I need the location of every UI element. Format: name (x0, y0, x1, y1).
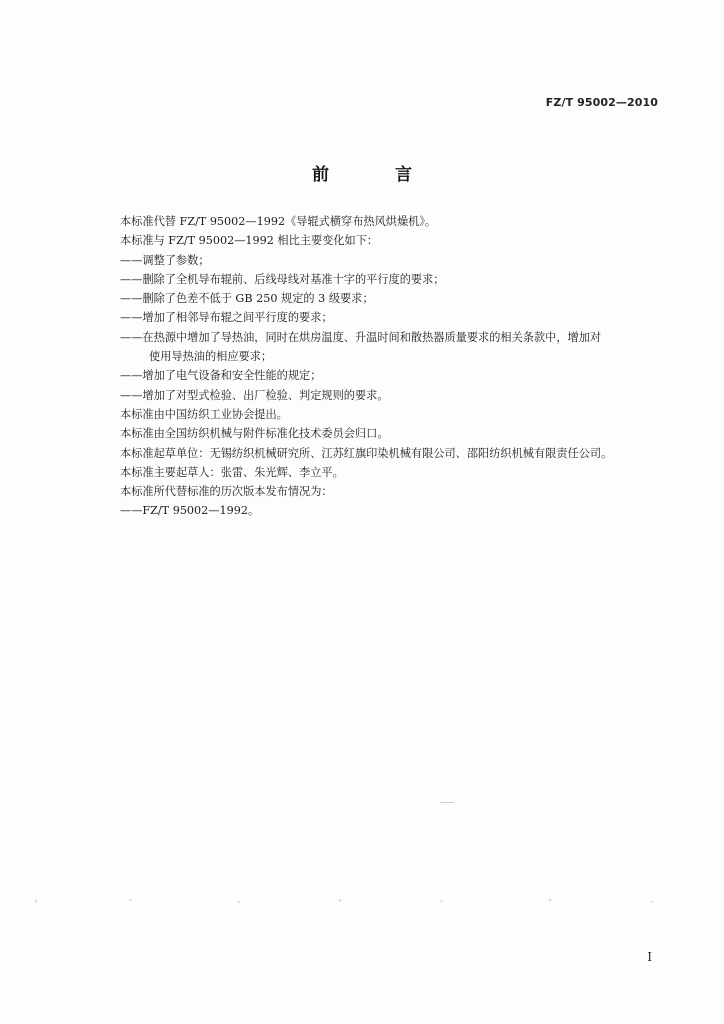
scan-noise (0, 896, 724, 906)
paragraph-line: 本标准由中国纺织工业协会提出。 (120, 407, 288, 421)
paragraph-line: 本标准所代替标准的历次版本发布情况为： (120, 485, 333, 499)
foreword-body (120, 212, 668, 521)
paragraph-line: 本标准主要起草人：张雷、朱光辉、李立平。 (120, 465, 344, 479)
list-item: ——增加了相邻导布辊之间平行度的要求； (120, 311, 333, 325)
list-item: ——增加了对型式检验、出厂检验、判定规则的要求。 (120, 388, 389, 402)
page-number: I (647, 950, 652, 964)
standard-code: FZ/T 95002—2010 (545, 96, 658, 109)
paragraph-line: 本标准代替 FZ/T 95002—1992《导辊式横穿布热风烘燥机》。 (120, 215, 437, 228)
list-item: ——删除了全机导布辊前、后线母线对基准十字的平行度的要求； (120, 272, 445, 286)
page-title: 前 言 (312, 165, 442, 185)
list-item: ——FZ/T 95002—1992。 (120, 504, 260, 518)
list-item: ——增加了电气设备和安全性能的规定； (120, 369, 322, 383)
paragraph-line: 本标准由全国纺织机械与附件标准化技术委员会归口。 (120, 427, 389, 441)
list-item: ——在热源中增加了导热油，同时在烘房温度、升温时间和散热器质量要求的相关条款中，增加对 (120, 330, 602, 344)
list-item: ——删除了色差不低于 GB 250 规定的 3 级要求； (120, 292, 374, 306)
paragraph-line: 本标准起草单位：无锡纺织机械研究所、江苏红旗印染机械有限公司、邵阳纺织机械有限责任公司。 (120, 446, 613, 460)
list-item-continuation: 使用导热油的相应要求； (149, 350, 273, 364)
list-item: ——调整了参数； (120, 253, 210, 267)
scan-artifact (440, 802, 454, 803)
paragraph-line: 本标准与 FZ/T 95002—1992 相比主要变化如下： (120, 234, 379, 248)
